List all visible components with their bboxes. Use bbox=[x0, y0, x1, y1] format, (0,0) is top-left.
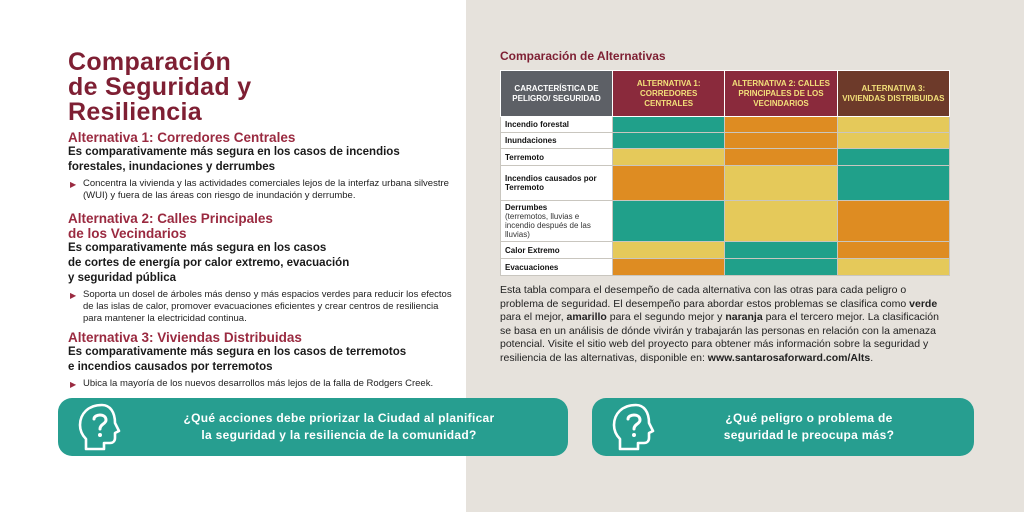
rating-cell-alternative-1 bbox=[613, 117, 725, 133]
hazard-name: Incendios causados por Terremoto bbox=[505, 174, 597, 192]
title-line: Resiliencia bbox=[68, 98, 202, 126]
rating-cell-alternative-2 bbox=[725, 133, 837, 149]
title-line: Comparación bbox=[68, 48, 232, 76]
rating-cell-alternative-2 bbox=[725, 259, 837, 276]
rating-cell-alternative-1 bbox=[613, 133, 725, 149]
bullet-triangle-icon: ▶ bbox=[70, 380, 77, 389]
rating-cell-alternative-1 bbox=[613, 259, 725, 276]
header-hazard-characteristic: CARACTERÍSTICA DE PELIGRO/ SEGURIDAD bbox=[501, 71, 613, 117]
hazard-name: Inundaciones bbox=[505, 136, 557, 145]
rating-cell-alternative-3 bbox=[837, 259, 949, 276]
hazard-subtext: (terremotos, lluvias e incendio después de las lluvias) bbox=[505, 212, 591, 239]
hazard-name: Incendio forestal bbox=[505, 120, 570, 129]
alternative-3-section bbox=[68, 330, 458, 390]
hazard-label bbox=[501, 133, 613, 149]
table-title: Comparación de Alternativas bbox=[500, 49, 666, 63]
head-question-icon bbox=[72, 399, 128, 455]
alternative-1-bullet: ▶ Concentra la vivienda y las actividades comerciales lejos de la interfaz urbana silvestre (WUI) y fuera de las áreas con riesgo de inundación y derrumbe. bbox=[70, 178, 449, 201]
project-website-link[interactable]: www.santarosaforward.com/Alts bbox=[707, 351, 871, 364]
rating-cell-alternative-3 bbox=[837, 133, 949, 149]
question-box-priorities[interactable] bbox=[58, 398, 568, 456]
bullet-triangle-icon: ▶ bbox=[70, 180, 77, 189]
bullet-triangle-icon: ▶ bbox=[70, 291, 77, 300]
hazard-label bbox=[501, 242, 613, 259]
page-title bbox=[68, 50, 388, 125]
table-row bbox=[501, 133, 950, 149]
hazard-name: Evacuaciones bbox=[505, 262, 559, 272]
rating-cell-alternative-2 bbox=[725, 201, 837, 242]
question-text: ¿Qué peligro o problema de seguridad le preocupa más? bbox=[723, 411, 895, 442]
alternative-2-bullet: ▶ Soporta un dosel de árboles más denso y más espacios verdes para reducir los efectos de las islas de calor, promover evacuaciones eficientes y crear centros de resiliencia para mantener la electricidad continua. bbox=[70, 289, 452, 324]
question-text: ¿Qué acciones debe priorizar la Ciudad al planificar la seguridad y la resiliencia de la comunidad? bbox=[183, 411, 495, 442]
hazard-name: Terremoto bbox=[505, 152, 544, 162]
header-alternative-1: ALTERNATIVA 1: CORREDORES CENTRALES bbox=[613, 71, 725, 117]
legend-orange-word: naranja bbox=[725, 311, 763, 323]
table-row bbox=[501, 201, 950, 242]
rating-cell-alternative-3 bbox=[837, 201, 949, 242]
rating-cell-alternative-1 bbox=[613, 201, 725, 242]
rating-cell-alternative-3 bbox=[837, 166, 949, 201]
rating-cell-alternative-2 bbox=[725, 117, 837, 133]
alternative-3-summary: Es comparativamente más segura en los casos de terremotos e incendios causados por terremotos bbox=[68, 346, 407, 373]
table-explanation: Esta tabla compara el desempeño de cada alternativa con las otras para cada peligro o problema de seguridad. El desempeño para abordar estos problemas se clasifica como verde para el mejor, amarillo para el segundo mejor y naranja para el tercero mejor. La clasificación se basa en un análisis de dónde vivirán y trabajarán las personas en relación con la amenaza potencial. Visite el sitio web del proyecto para obtener más información sobre la seguridad y resiliencia de las alternativas, disponible en: www.santarosaforward.com/Alts. bbox=[500, 284, 939, 364]
alternative-2-heading: Alternativa 2: Calles Principales de los Vecindarios bbox=[68, 211, 273, 241]
rating-cell-alternative-1 bbox=[613, 166, 725, 201]
alternative-1-heading: Alternativa 1: Corredores Centrales bbox=[68, 130, 296, 145]
alternative-3-heading: Alternativa 3: Viviendas Distribuidas bbox=[68, 330, 302, 345]
alternative-1-section bbox=[68, 130, 458, 202]
rating-cell-alternative-3 bbox=[837, 149, 949, 166]
table-row bbox=[501, 166, 950, 201]
question-box-concerns[interactable] bbox=[592, 398, 974, 456]
header-alternative-2: ALTERNATIVA 2: CALLES PRINCIPALES DE LOS VECINDARIOS bbox=[725, 71, 837, 117]
legend-yellow-word: amarillo bbox=[566, 311, 607, 323]
rating-cell-alternative-3 bbox=[837, 242, 949, 259]
table-header-row bbox=[501, 71, 950, 117]
alternative-1-summary: Es comparativamente más segura en los casos de incendios forestales, inundaciones y derrumbes bbox=[68, 146, 400, 173]
alternative-3-bullet: ▶ Ubica la mayoría de los nuevos desarrollos más lejos de la falla de Rodgers Creek. bbox=[70, 378, 434, 389]
title-line: de Seguridad y bbox=[68, 73, 252, 101]
rating-cell-alternative-2 bbox=[725, 242, 837, 259]
hazard-label bbox=[501, 149, 613, 166]
head-question-icon bbox=[606, 399, 662, 455]
table-body bbox=[501, 117, 950, 276]
rating-cell-alternative-2 bbox=[725, 166, 837, 201]
hazard-label bbox=[501, 117, 613, 133]
table-row bbox=[501, 149, 950, 166]
hazard-label bbox=[501, 166, 613, 201]
rating-cell-alternative-2 bbox=[725, 149, 837, 166]
table-row bbox=[501, 242, 950, 259]
header-alternative-3: ALTERNATIVA 3: VIVIENDAS DISTRIBUIDAS bbox=[837, 71, 949, 117]
hazard-name: Derrumbes bbox=[505, 203, 548, 212]
rating-cell-alternative-1 bbox=[613, 149, 725, 166]
alternative-2-summary: Es comparativamente más segura en los casos de cortes de energía por calor extremo, evacuación y seguridad pública bbox=[68, 242, 350, 284]
table-row bbox=[501, 259, 950, 276]
table-row bbox=[501, 117, 950, 133]
hazard-label bbox=[501, 259, 613, 276]
rating-cell-alternative-1 bbox=[613, 242, 725, 259]
hazard-label bbox=[501, 201, 613, 242]
alternative-2-section bbox=[68, 211, 458, 325]
hazard-name: Calor Extremo bbox=[505, 245, 560, 255]
comparison-table bbox=[500, 70, 950, 276]
legend-green-word: verde bbox=[909, 297, 938, 310]
rating-cell-alternative-3 bbox=[837, 117, 949, 133]
